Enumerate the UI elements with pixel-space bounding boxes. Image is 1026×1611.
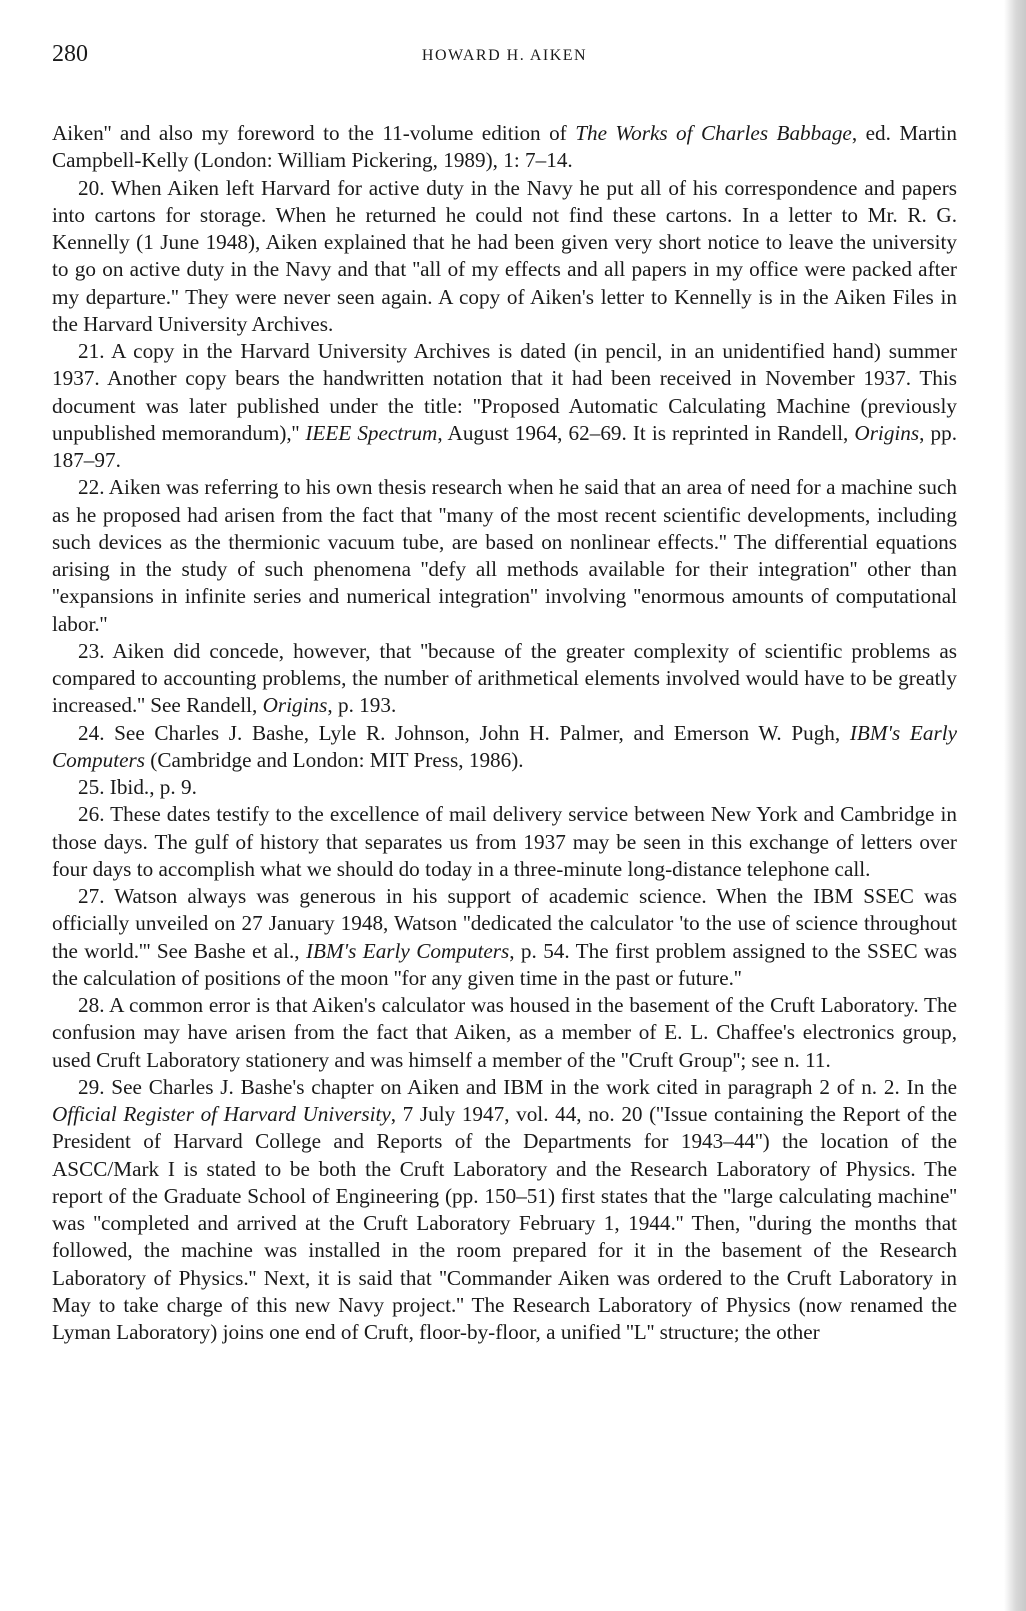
note-continuation <box>52 120 957 175</box>
note-23 <box>52 638 957 720</box>
page-number: 280 <box>52 41 88 67</box>
note-29 <box>52 1074 957 1347</box>
note-text: , 7 July 1947, vol. 44, no. 20 (''Issue containing the Report of the President of Harvard College and Reports of the Departments for 1943–44'') the location of the ASCC/Mark I is stated to be both the Cruft Laboratory and the Research Laboratory of Physics. The report of the Graduate School of Engineering (pp. 150–51) first states that the ''large calculating machine'' was ''completed and arrived at the Cruft Laboratory February 1, 1944.'' Then, ''during the months that followed, the machine was installed in the room prepared for it in the basement of the Research Laboratory of Physics.'' Next, it is said that ''Commander Aiken was ordered to the Cruft Laboratory in May to take charge of this new Navy project.'' The Research Laboratory of Physics (now renamed the Lyman Laboratory) joins one end of Cruft, floor-by-floor, a unified ''L'' structure; the other <box>52 1102 957 1344</box>
note-28 <box>52 992 957 1074</box>
note-text: 22. Aiken was referring to his own thesis research when he said that an area of need for a machine such as he proposed had arisen from the fact that ''many of the most recent scientific developments, including such devices as the thermionic vacuum tube, are based on nonlinear effects.'' The differential equations arising in the study of such phenomena ''defy all methods available for their integration'' other than ''expansions in infinite series and numerical integration'' involving ''enormous amounts of computational labor.'' <box>52 475 957 636</box>
running-head: HOWARD H. AIKEN <box>421 47 588 64</box>
endnotes <box>52 120 957 1346</box>
note-text: , pp. 187–97. <box>52 420 957 472</box>
note-text: 21. A copy in the Harvard University Archives is dated (in pencil, in an unidentified hand) summer 1937. Another copy bears the handwritten notation that it had been received in November 1937. This document was later published under the title: ''Proposed Automatic Calculating Machine (previously unpublished memorandum),'' <box>52 339 957 445</box>
note-25 <box>52 774 957 801</box>
note-text: 23. Aiken did concede, however, that ''because of the greater complexity of scientific problems as compared to accounting problems, the number of arithmetical elements involved would have to be greatly increased.'' See Randell, <box>52 638 957 718</box>
note-text: Aiken'' and also my foreword to the 11-volume edition of <box>52 121 576 145</box>
note-italic-title: The Works of Charles Babbage <box>575 121 852 145</box>
note-text: 25. Ibid., p. 9. <box>78 775 197 799</box>
note-text: 27. Watson always was generous in his support of academic science. When the IBM SSEC was officially unveiled on 27 January 1948, Watson ''dedicated the calculator 'to the use of science throughout the world.''' See Bashe et al., <box>52 884 957 963</box>
note-text: , August 1964, 62–69. It is reprinted in Randell, <box>437 420 855 445</box>
note-text: (Cambridge and London: MIT Press, 1986). <box>145 747 524 772</box>
note-italic-title: Official Register of Harvard University <box>52 1102 391 1126</box>
note-text: 26. These dates testify to the excellence of mail delivery service between New York and Cambridge in those days. The gulf of history that separates us from 1937 may be seen in this exchange of letters over four days to accomplish what we should do today in a three-minute long-distance telephone call. <box>52 802 957 881</box>
note-text: 20. When Aiken left Harvard for active duty in the Navy he put all of his correspondence and papers into cartons for storage. When he returned he could not find these cartons. In a letter to Mr. R. G. Kennelly (1 June 1948), Aiken explained that he had been given very short notice to leave the university to go on active duty in the Navy and that ''all of my effects and all papers in my office were packed after my departure.'' They were never seen again. A copy of Aiken's letter to Kennelly is in the Aiken Files in the Harvard University Archives. <box>52 175 957 336</box>
note-text: , ed. Martin Campbell-Kelly (London: William Pickering, 1989), 1: 7–14. <box>52 121 957 173</box>
note-text: 24. See Charles J. Bashe, Lyle R. Johnson, John H. Palmer, and Emerson W. Pugh, <box>78 720 850 745</box>
note-text: , p. 193. <box>327 693 397 718</box>
page-edge-shadow <box>1004 0 1026 1611</box>
page-header <box>52 40 957 72</box>
note-27 <box>52 883 957 992</box>
note-21 <box>52 338 957 474</box>
note-text: , p. 54. The first problem assigned to the SSEC was the calculation of positions of the moon ''for any given time in the past or future.'' <box>52 938 958 990</box>
note-text: 29. See Charles J. Bashe's chapter on Aiken and IBM in the work cited in paragraph 2 of n. 2. In the <box>78 1074 957 1099</box>
note-italic-title: IBM's Early Computers <box>52 720 958 772</box>
note-italic-title: Origins <box>854 420 920 445</box>
note-italic-title: IBM's Early Computers <box>305 938 510 963</box>
note-italic-title: IEEE Spectrum <box>305 420 438 445</box>
note-text: 28. A common error is that Aiken's calculator was housed in the basement of the Cruft Laboratory. The confusion may have arisen from the fact that Aiken, as a member of E. L. Chaffee's electronics group, used Cruft Laboratory stationery and was himself a member of the ''Cruft Group''; see n. 11. <box>52 993 957 1072</box>
note-26 <box>52 801 957 883</box>
note-20 <box>52 175 957 339</box>
note-italic-title: Origins <box>262 693 328 718</box>
note-24 <box>52 720 957 775</box>
note-22 <box>52 474 957 638</box>
book-page <box>52 40 957 1346</box>
